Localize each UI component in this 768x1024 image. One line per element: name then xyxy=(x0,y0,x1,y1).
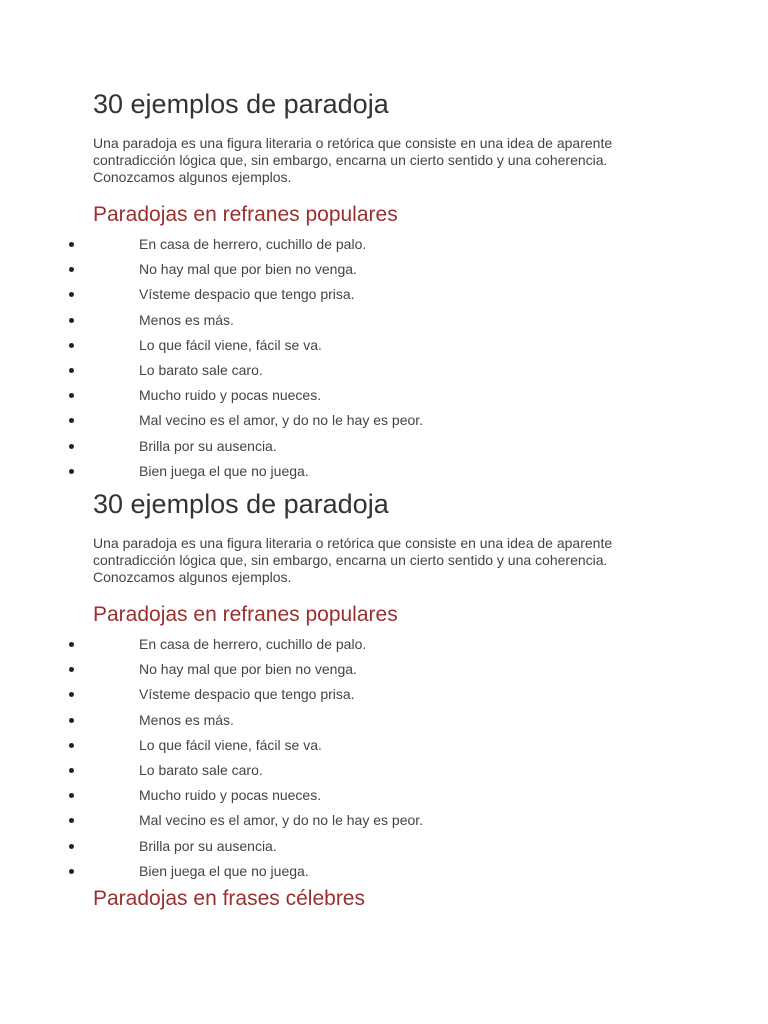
section-heading-refranes: Paradojas en refranes populares xyxy=(93,203,398,226)
list-item: Mal vecino es el amor, y do no le hay es peor. xyxy=(0,410,768,435)
bullet-icon xyxy=(69,343,74,348)
list-item: Mucho ruido y pocas nueces. xyxy=(0,785,768,810)
bullet-icon xyxy=(69,242,74,247)
bullet-icon xyxy=(69,418,74,423)
bullet-icon xyxy=(69,393,74,398)
bullet-icon xyxy=(69,318,74,323)
list-item: Menos es más. xyxy=(0,710,768,735)
list-item: En casa de herrero, cuchillo de palo. xyxy=(0,634,768,659)
list-item: No hay mal que por bien no venga. xyxy=(0,659,768,684)
section-heading-refranes-repeat: Paradojas en refranes populares xyxy=(93,603,398,626)
list-item: Brilla por su ausencia. xyxy=(0,436,768,461)
list-item: Lo que fácil viene, fácil se va. xyxy=(0,735,768,760)
bullet-icon xyxy=(69,718,74,723)
bullet-icon xyxy=(69,818,74,823)
list-item: Lo que fácil viene, fácil se va. xyxy=(0,335,768,360)
list-item: Bien juega el que no juega. xyxy=(0,461,768,486)
bullet-icon xyxy=(69,793,74,798)
bullet-icon xyxy=(69,267,74,272)
bullet-icon xyxy=(69,469,74,474)
bullet-icon xyxy=(69,292,74,297)
refranes-list xyxy=(0,234,768,486)
bullet-icon xyxy=(69,743,74,748)
intro-paragraph-repeat: Una paradoja es una figura literaria o retórica que consiste en una idea de aparente contradicción lógica que, sin embargo, encarna un cierto sentido y una coherencia. Conozcamos algunos ejemplos. xyxy=(93,535,613,585)
list-item: Mucho ruido y pocas nueces. xyxy=(0,385,768,410)
bullet-icon xyxy=(69,768,74,773)
list-item: No hay mal que por bien no venga. xyxy=(0,259,768,284)
list-item: Lo barato sale caro. xyxy=(0,760,768,785)
bullet-icon xyxy=(69,642,74,647)
list-item: Mal vecino es el amor, y do no le hay es peor. xyxy=(0,810,768,835)
list-item: Vísteme despacio que tengo prisa. xyxy=(0,284,768,309)
list-item: En casa de herrero, cuchillo de palo. xyxy=(0,234,768,259)
refranes-list-repeat xyxy=(0,634,768,886)
bullet-icon xyxy=(69,869,74,874)
section-heading-frases: Paradojas en frases célebres xyxy=(93,887,365,910)
bullet-icon xyxy=(69,844,74,849)
list-item: Lo barato sale caro. xyxy=(0,360,768,385)
bullet-icon xyxy=(69,444,74,449)
bullet-icon xyxy=(69,692,74,697)
intro-paragraph: Una paradoja es una figura literaria o retórica que consiste en una idea de aparente contradicción lógica que, sin embargo, encarna un cierto sentido y una coherencia. Conozcamos algunos ejemplos. xyxy=(93,135,613,185)
bullet-icon xyxy=(69,667,74,672)
list-item: Vísteme despacio que tengo prisa. xyxy=(0,684,768,709)
page-title: 30 ejemplos de paradoja xyxy=(93,89,389,119)
list-item: Bien juega el que no juega. xyxy=(0,861,768,886)
bullet-icon xyxy=(69,368,74,373)
page-title-repeat: 30 ejemplos de paradoja xyxy=(93,489,389,519)
list-item: Brilla por su ausencia. xyxy=(0,836,768,861)
list-item: Menos es más. xyxy=(0,310,768,335)
